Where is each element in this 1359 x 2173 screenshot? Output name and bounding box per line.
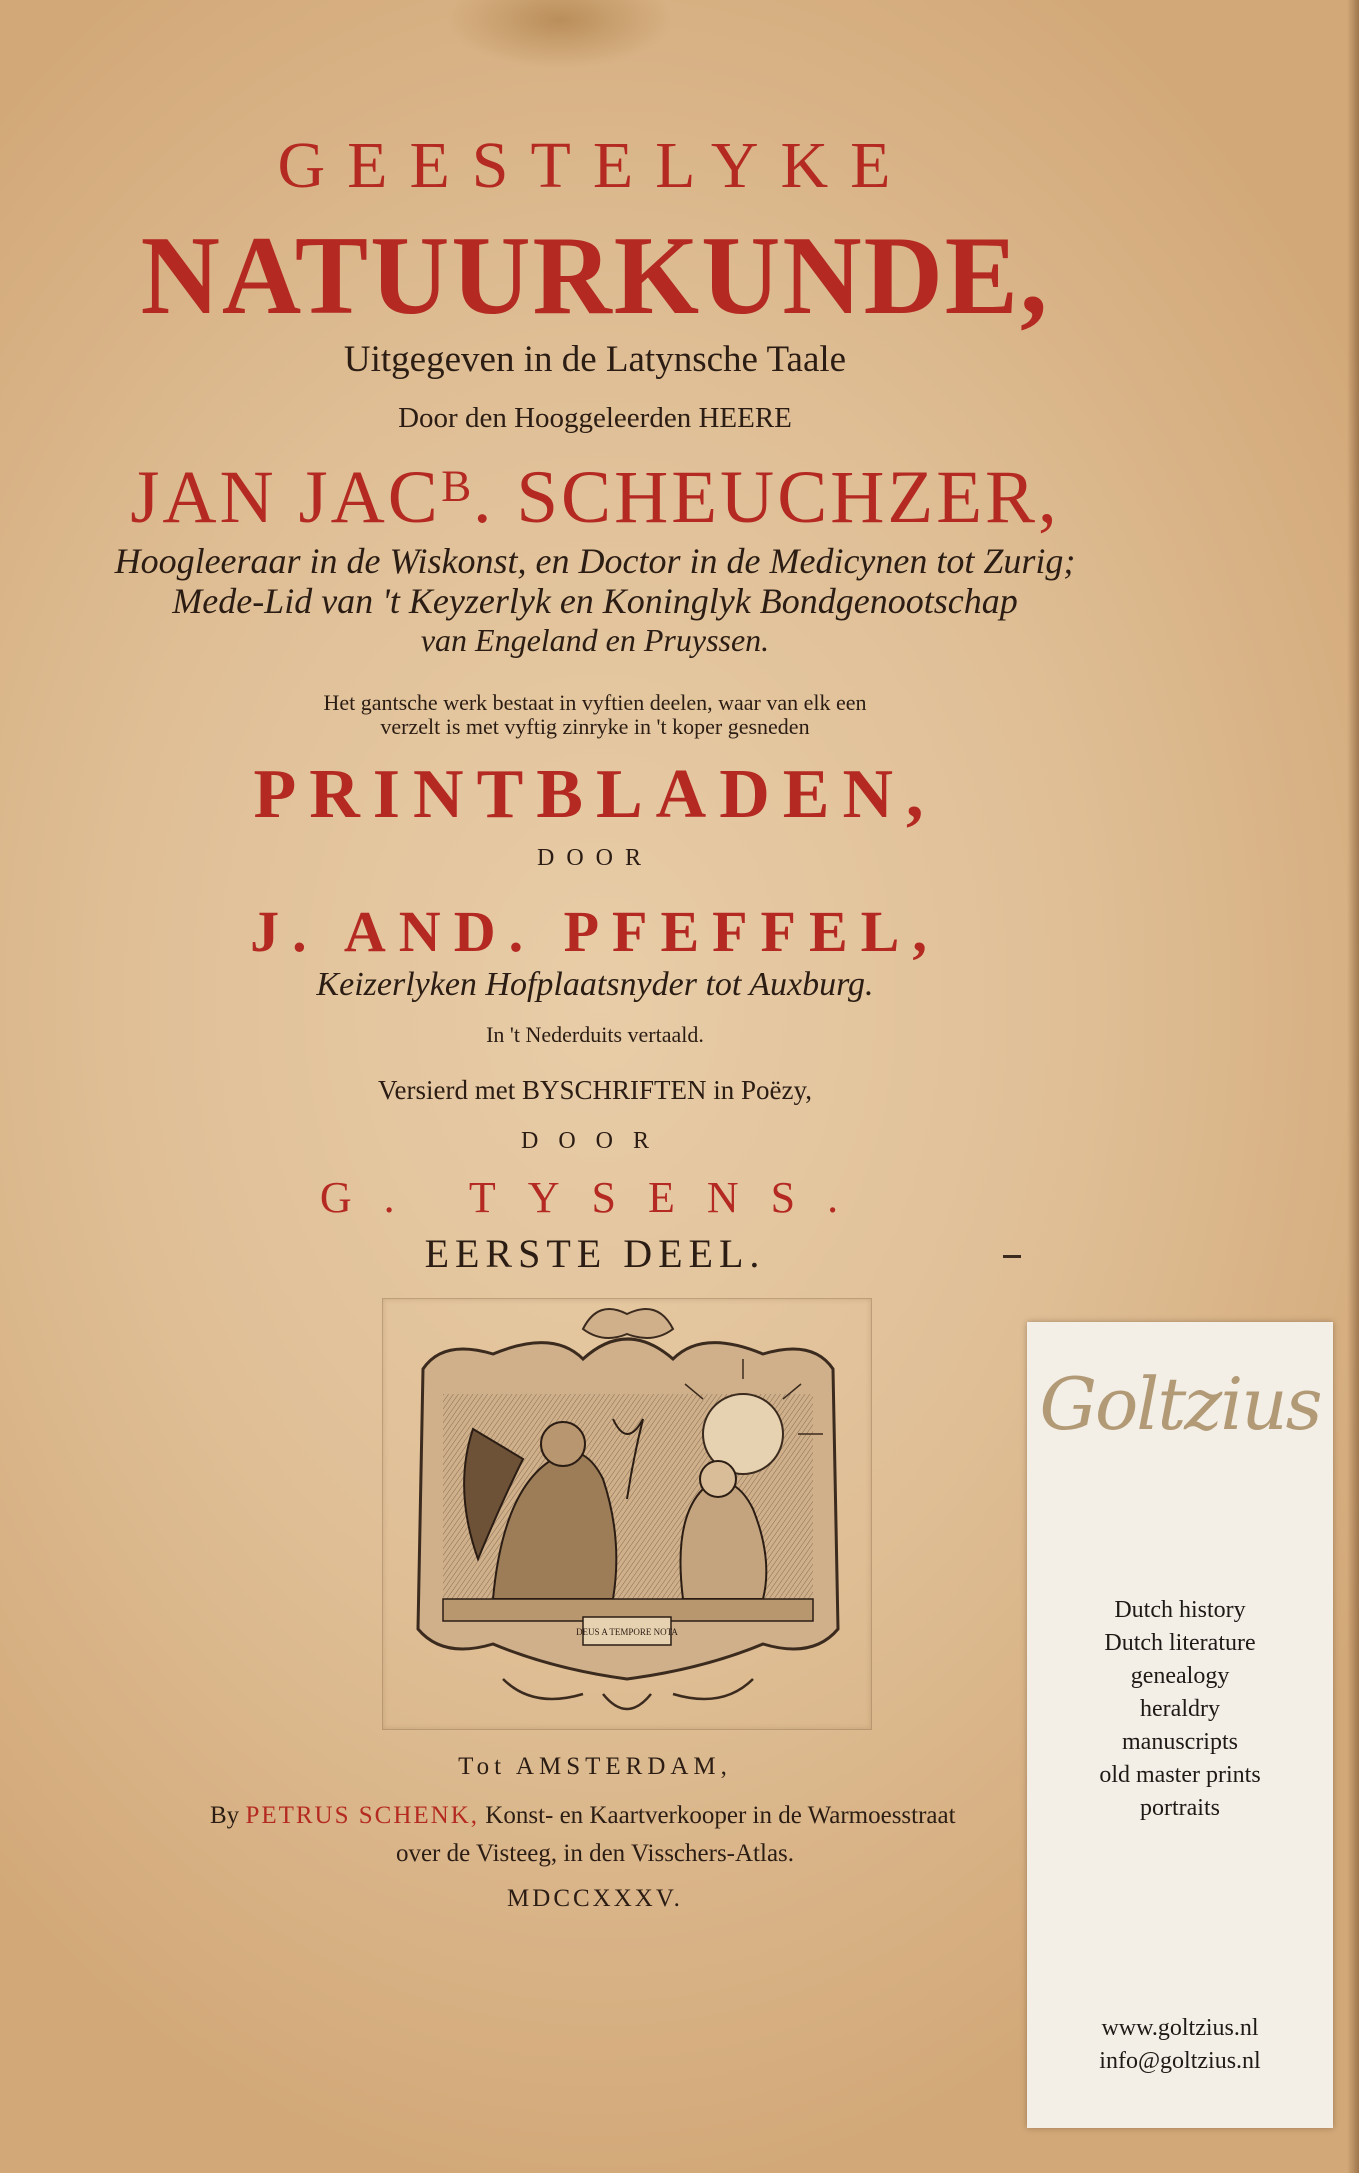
bookmark-topic: portraits <box>1140 1795 1220 1821</box>
engraved-vignette <box>382 1298 872 1730</box>
bookmark-email: info@goltzius.nl <box>1099 2048 1261 2074</box>
imprint-year: MDCCXXXV. <box>507 1885 683 1912</box>
engraver-name: J. AND. PFEFFEL, <box>250 899 940 964</box>
description-line-2: verzelt is met vyftig zinryke in 't koper gesneden <box>380 714 810 739</box>
bookmark-topic: Dutch history <box>1114 1597 1246 1623</box>
goltzius-logo: Goltzius <box>1039 1362 1321 1446</box>
bookmark-topic: old master prints <box>1099 1762 1261 1788</box>
bookmark-topics-list <box>1027 1594 1333 1825</box>
author-title-line-3: van Engeland en Pruyssen. <box>420 622 770 658</box>
translation-note: In 't Nederduits vertaald. <box>486 1022 704 1047</box>
vignette-engraving <box>383 1299 871 1729</box>
bookmark-topic: heraldry <box>1140 1696 1220 1722</box>
author-title-line-2: Mede-Lid van 't Keyzerlyk en Koninglyk Bondgenootschap <box>172 581 1018 621</box>
imprint-publisher-name: PETRUS SCHENK, <box>245 1802 480 1829</box>
title-line-geestelyke: GEESTELYKE <box>277 129 913 202</box>
author-title-line-1: Hoogleeraar in de Wiskonst, en Doctor in de Medicynen tot Zurig; <box>114 541 1076 581</box>
author-name: JAN JACᴮ. SCHEUCHZER, <box>130 456 1060 539</box>
imprint-address: over de Visteeg, in den Visschers-Atlas. <box>395 1840 795 1867</box>
imprint-publisher <box>210 1802 956 1830</box>
imprint-publisher-rest: Konst- en Kaartverkooper in de Warmoesstraat <box>485 1802 956 1829</box>
bookmark-topic: manuscripts <box>1122 1729 1238 1755</box>
imprint-place: Tot AMSTERDAM, <box>458 1753 732 1780</box>
door-line-1: DOOR <box>536 845 653 871</box>
bookmark-contact <box>1027 2012 1333 2078</box>
vignette-motto: DEUS A TEMPORE NOTA <box>576 1627 678 1637</box>
bookmark-topic: Dutch literature <box>1104 1630 1256 1656</box>
engraver-title: Keizerlyken Hofplaatsnyder tot Auxburg. <box>316 966 874 1003</box>
door-line-2: DOOR <box>520 1128 669 1154</box>
volume-label: EERSTE DEEL. <box>424 1231 766 1276</box>
goltzius-bookmark-card <box>1027 1322 1333 2128</box>
imprint-publisher-prefix: By <box>210 1802 240 1829</box>
subtitle-by-professor: Door den Hooggeleerden HEERE <box>398 402 792 434</box>
description-line-1: Het gantsche werk bestaat in vyftien deelen, waar van elk een <box>323 690 867 715</box>
ink-mark <box>1003 1255 1021 1258</box>
bookmark-topic: genealogy <box>1130 1663 1230 1689</box>
plates-heading: PRINTBLADEN, <box>253 756 937 833</box>
title-line-natuurkunde: NATUURKUNDE, <box>140 214 1050 338</box>
bookmark-website: www.goltzius.nl <box>1101 2015 1259 2041</box>
page-edge-shadow <box>1347 0 1359 2173</box>
poet-name: G. TYSENS. <box>319 1173 871 1222</box>
subtitle-latin-edition: Uitgegeven in de Latynsche Taale <box>343 339 847 380</box>
verses-note: Versierd met BYSCHRIFTEN in Poëzy, <box>378 1075 812 1105</box>
